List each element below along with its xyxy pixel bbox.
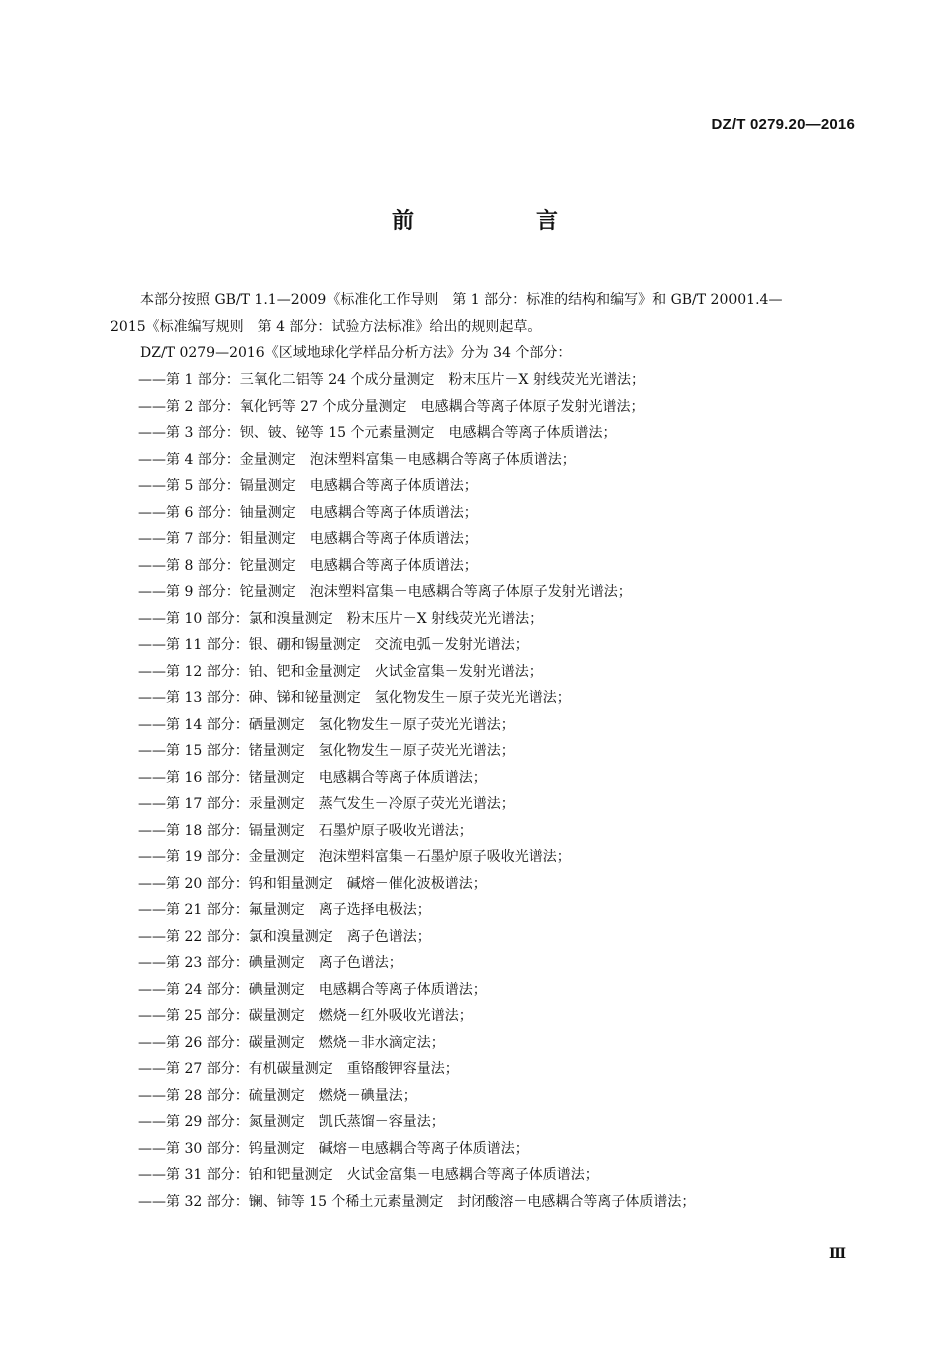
series-statement: DZ/T 0279—2016《区域地球化学样品分析方法》分为 34 个部分：: [140, 345, 572, 361]
intro-line-2: 2015《标准编写规则 第 4 部分：试验方法标准》给出的规则起草。: [110, 318, 542, 335]
list-item: ——第 32 部分：镧、铈等 15 个稀土元素量测定 封闭酸溶－电感耦合等离子体质谱法；: [138, 1193, 696, 1210]
intro-paragraph: [110, 287, 783, 340]
intro-line-1: 本部分按照 GB/T 1.1—2009《标准化工作导则 第 1 部分：标准的结构和编写》和 GB/T 20001.4—: [140, 292, 783, 308]
list-item: ——第 20 部分：钨和钼量测定 碱熔－催化波极谱法；: [138, 875, 487, 892]
list-item: ——第 8 部分：铊量测定 电感耦合等离子体质谱法；: [138, 557, 478, 574]
list-item: ——第 28 部分：硫量测定 燃烧－碘量法；: [138, 1087, 417, 1104]
list-item: ——第 24 部分：碘量测定 电感耦合等离子体质谱法；: [138, 981, 487, 998]
list-item: ——第 26 部分：碳量测定 燃烧－非水滴定法；: [138, 1034, 445, 1051]
standard-code-header: DZ/T 0279.20—2016: [711, 116, 855, 133]
list-item: ——第 4 部分：金量测定 泡沫塑料富集－电感耦合等离子体质谱法；: [138, 451, 576, 468]
list-item: ——第 29 部分：氮量测定 凯氏蒸馏－容量法；: [138, 1114, 445, 1130]
list-item: ——第 1 部分：三氧化二铝等 24 个成分量测定 粉末压片－X 射线荧光光谱法；: [138, 372, 645, 388]
list-item: ——第 30 部分：钨量测定 碱熔－电感耦合等离子体质谱法；: [138, 1140, 529, 1157]
list-item: ——第 18 部分：镉量测定 石墨炉原子吸收光谱法；: [138, 822, 473, 839]
list-item: ——第 10 部分：氯和溴量测定 粉末压片－X 射线荧光光谱法；: [138, 610, 544, 627]
list-item: ——第 6 部分：铀量测定 电感耦合等离子体质谱法；: [138, 504, 478, 521]
list-item: ——第 22 部分：氯和溴量测定 离子色谱法；: [138, 928, 431, 945]
list-item: ——第 12 部分：铂、钯和金量测定 火试金富集－发射光谱法；: [138, 663, 543, 680]
list-item: ——第 7 部分：钼量测定 电感耦合等离子体质谱法；: [138, 531, 478, 547]
list-item: ——第 16 部分：锗量测定 电感耦合等离子体质谱法；: [138, 769, 487, 786]
list-item: ——第 5 部分：镉量测定 电感耦合等离子体质谱法；: [138, 478, 478, 494]
list-item: ——第 14 部分：硒量测定 氢化物发生－原子荧光光谱法；: [138, 716, 515, 733]
parts-list: [138, 367, 695, 1215]
page-title: 前 言: [391, 209, 608, 234]
list-item: ——第 27 部分：有机碳量测定 重铬酸钾容量法；: [138, 1061, 459, 1077]
list-item: ——第 2 部分：氧化钙等 27 个成分量测定 电感耦合等离子体原子发射光谱法；: [138, 398, 645, 415]
list-item: ——第 11 部分：银、硼和锡量测定 交流电弧－发射光谱法；: [138, 637, 529, 653]
page-number: Ⅲ: [828, 1246, 846, 1262]
list-item: ——第 15 部分：锗量测定 氢化物发生－原子荧光光谱法；: [138, 743, 515, 759]
list-item: ——第 17 部分：汞量测定 蒸气发生－冷原子荧光光谱法；: [138, 796, 515, 812]
list-item: ——第 9 部分：铊量测定 泡沫塑料富集－电感耦合等离子体原子发射光谱法；: [138, 584, 632, 600]
list-item: ——第 3 部分：钡、铍、铋等 15 个元素量测定 电感耦合等离子体质谱法；: [138, 425, 617, 441]
list-item: ——第 31 部分：铂和钯量测定 火试金富集－电感耦合等离子体质谱法；: [138, 1167, 599, 1183]
list-item: ——第 21 部分：氟量测定 离子选择电极法；: [138, 902, 431, 918]
list-item: ——第 19 部分：金量测定 泡沫塑料富集－石墨炉原子吸收光谱法；: [138, 849, 571, 865]
list-item: ——第 23 部分：碘量测定 离子色谱法；: [138, 955, 403, 971]
list-item: ——第 13 部分：砷、锑和铋量测定 氢化物发生－原子荧光光谱法；: [138, 690, 571, 706]
list-item: ——第 25 部分：碳量测定 燃烧－红外吸收光谱法；: [138, 1008, 473, 1024]
